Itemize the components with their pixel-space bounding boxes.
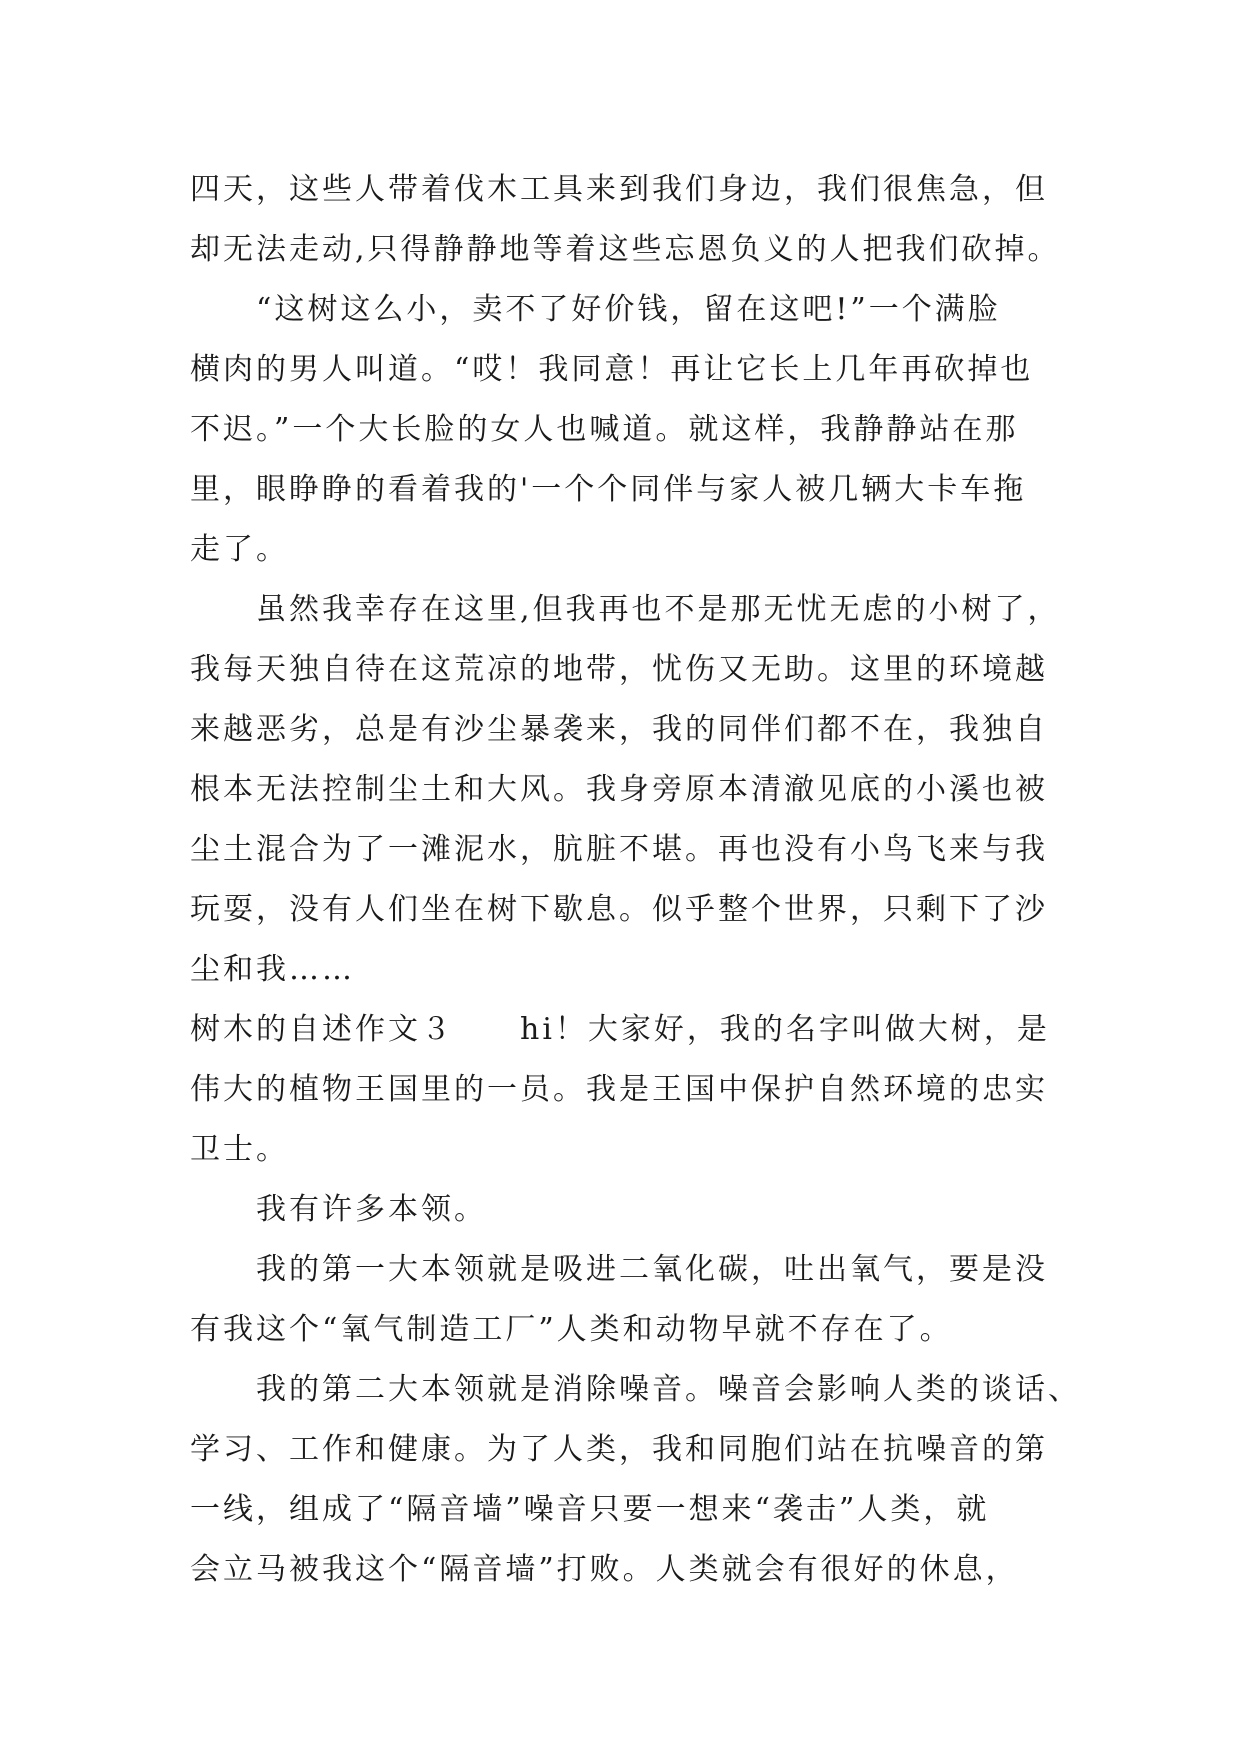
text-line: 我每天独自待在这荒凉的地带，忧伤又无助。这里的环境越 <box>190 652 1048 687</box>
text-line: 根本无法控制尘土和大风。我身旁原本清澈见底的小溪也被 <box>190 772 1048 807</box>
text-line: 横肉的男人叫道。“哎！我同意！再让它长上几年再砍掉也 <box>190 352 1034 387</box>
text-line: 我的第二大本领就是消除噪音。噪音会影响人类的谈话、 <box>190 1372 1081 1407</box>
text-line: 不迟。”一个大长脸的女人也喊道。就这样，我静静站在那 <box>190 412 1019 447</box>
text-line: 有我这个“氧气制造工厂”人类和动物早就不存在了。 <box>190 1312 953 1347</box>
text-line: 四天，这些人带着伐木工具来到我们身边，我们很焦急，但 <box>190 172 1048 207</box>
text-line: 里，眼睁睁的看着我的'一个个同伴与家人被几辆大卡车拖 <box>190 472 1027 507</box>
essay-body <box>190 160 1081 1600</box>
text-line: 玩耍，没有人们坐在树下歇息。似乎整个世界，只剩下了沙 <box>190 892 1048 927</box>
text-line: 一线，组成了“隔音墙”噪音只要一想来“袭击”人类，就 <box>190 1492 990 1527</box>
text-line: 卫士。 <box>190 1132 289 1167</box>
section-heading-line: 树木的自述作文３ hi！大家好，我的名字叫做大树，是 <box>190 1012 1050 1047</box>
text-line: 虽然我幸存在这里,但我再也不是那无忧无虑的小树了， <box>190 592 1061 627</box>
text-line: 伟大的植物王国里的一员。我是王国中保护自然环境的忠实 <box>190 1072 1048 1107</box>
text-line: 我的第一大本领就是吸进二氧化碳，吐出氧气，要是没 <box>190 1252 1048 1287</box>
text-line: “这树这么小，卖不了好价钱，留在这吧!”一个满脸 <box>190 292 1001 327</box>
text-line: 走了。 <box>190 532 289 567</box>
text-line: 却无法走动,只得静静地等着这些忘恩负义的人把我们砍掉。 <box>190 232 1061 267</box>
text-line: 会立马被我这个“隔音墙”打败。人类就会有很好的休息， <box>190 1552 1019 1587</box>
text-line: 来越恶劣，总是有沙尘暴袭来，我的同伴们都不在，我独自 <box>190 712 1048 747</box>
text-line: 学习、工作和健康。为了人类，我和同胞们站在抗噪音的第 <box>190 1432 1048 1467</box>
text-line: 尘和我…… <box>190 952 355 987</box>
text-line: 我有许多本领。 <box>190 1192 487 1227</box>
text-line: 尘土混合为了一滩泥水，肮脏不堪。再也没有小鸟飞来与我 <box>190 832 1048 867</box>
